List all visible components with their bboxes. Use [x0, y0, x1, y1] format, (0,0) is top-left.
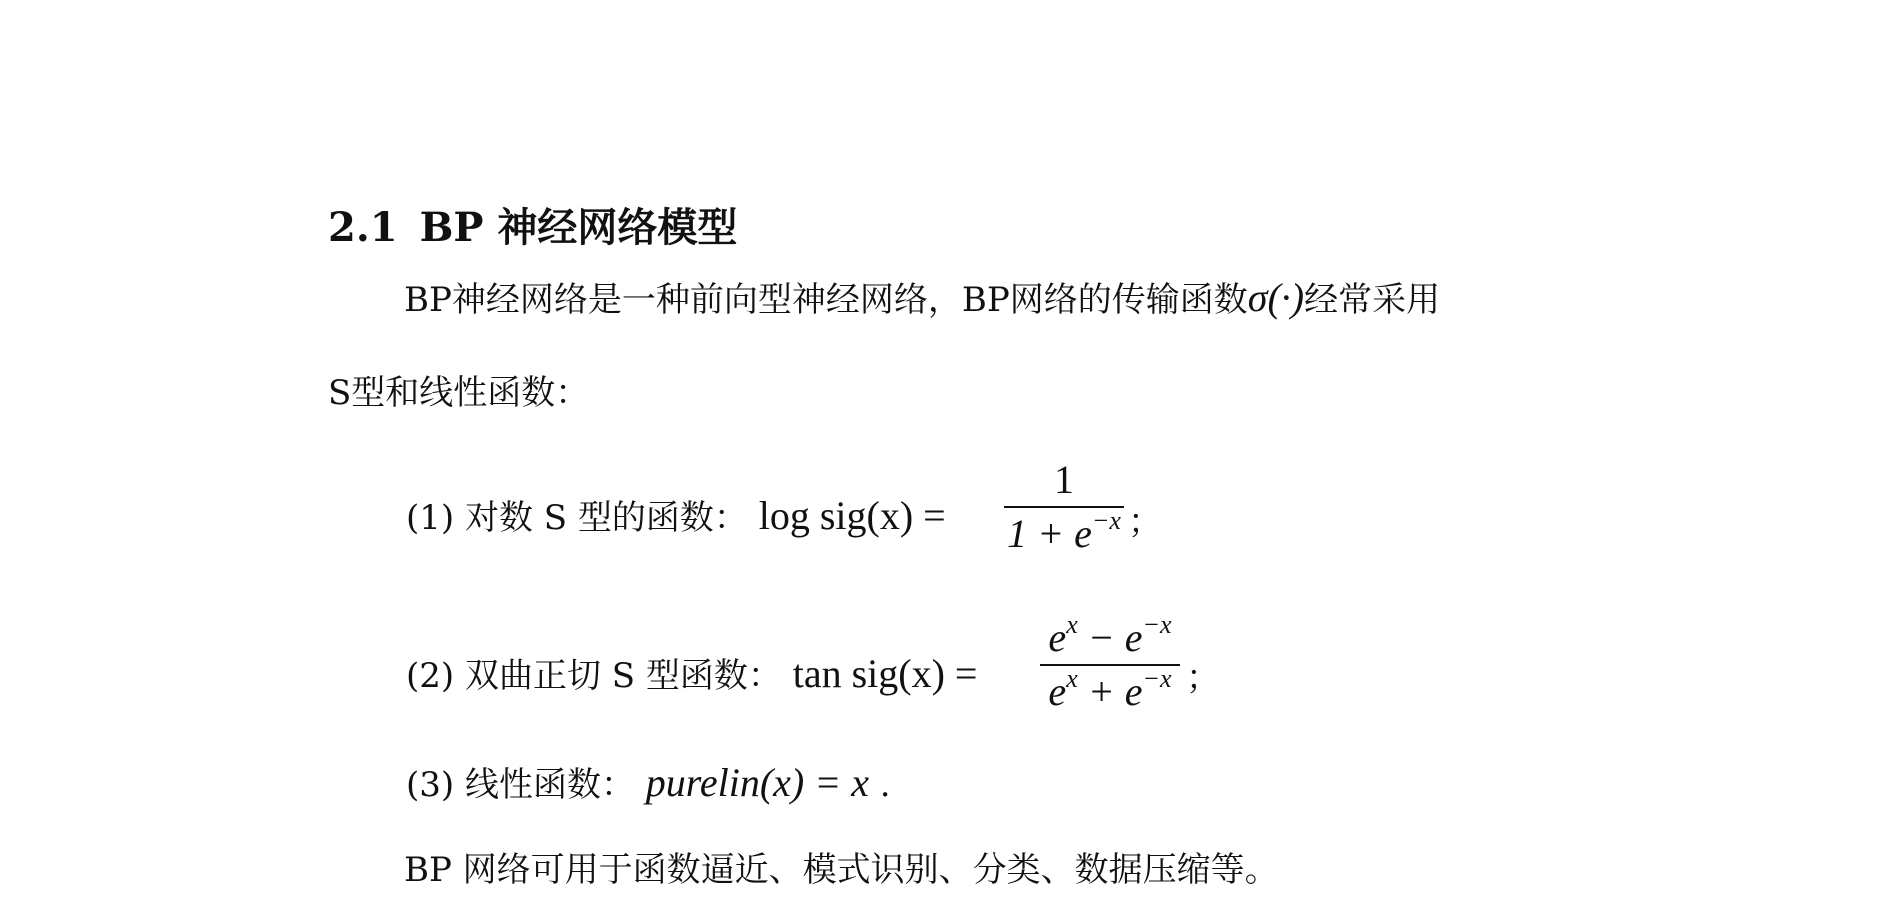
function-3-row	[406, 757, 891, 806]
function-2-lhs: tan sig(x) =	[792, 651, 978, 696]
function-2-denominator: $e^x + e^{-x}$	[1048, 664, 1172, 714]
function-2-end: ；	[1186, 658, 1220, 698]
section-title: BP 神经网络模型	[419, 204, 738, 251]
function-1-lhs: log sig(x) =	[758, 493, 946, 538]
paragraph-1-line-1	[404, 272, 1440, 321]
function-1-fraction	[1004, 456, 1124, 558]
sigma-symbol: σ(·)	[1247, 275, 1305, 320]
function-2-label: (2) 双曲正切 S 型函数：	[406, 656, 782, 696]
function-2-numerator: $e^x - e^{-x}$	[1048, 610, 1172, 660]
paragraph-1-text-after: 经常采用	[1304, 280, 1441, 320]
function-3-expr: purelin(x) = x	[645, 760, 869, 805]
function-1-label: (1) 对数 S 型的函数：	[406, 498, 748, 538]
section-heading	[328, 196, 737, 253]
function-1-end: ；	[1128, 502, 1162, 542]
function-3-label: (3) 线性函数：	[406, 765, 635, 805]
paragraph-2: BP 网络可用于函数逼近、模式识别、分类、数据压缩等。	[404, 850, 1279, 890]
section-number: 2.1	[328, 204, 398, 251]
paragraph-1-line-2: S型和线性函数：	[328, 373, 590, 413]
paragraph-1-text-before: BP神经网络是一种前向型神经网络，BP网络的传输函数	[404, 280, 1248, 320]
function-2-fraction	[1040, 610, 1180, 716]
function-1-denominator: $1 + e^{-x}$	[1007, 506, 1121, 556]
function-3-end: .	[868, 765, 891, 805]
function-1-row	[406, 490, 946, 539]
function-2-row	[406, 648, 977, 697]
function-1-numerator: 1	[1054, 457, 1074, 502]
